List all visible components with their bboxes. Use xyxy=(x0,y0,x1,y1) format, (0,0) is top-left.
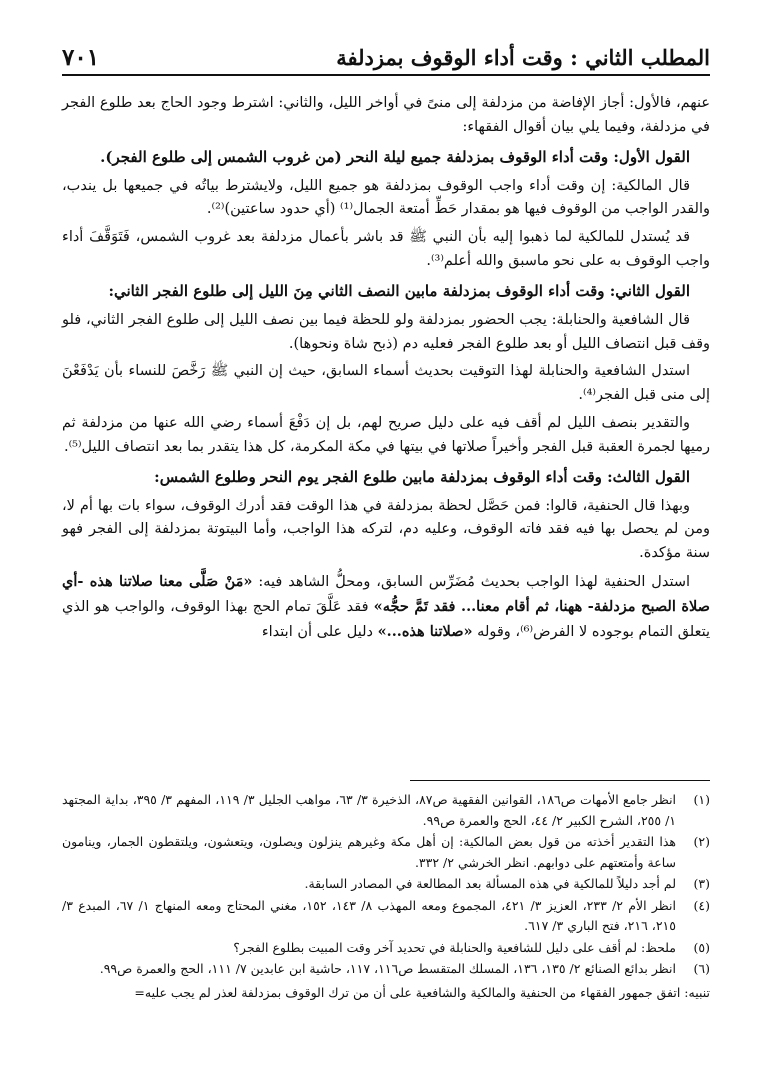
page-number: ٧٠١ xyxy=(62,44,100,71)
footnote-text: انظر الأم ٢/ ٢٣٣، العزيز ٣/ ٤٢١، المجموع ومعه المهذب ٨/ ١٤٣، ١٥٢، مغني المحتاج ومعه المنهاج ١/ ٦٧، المبدع ٣/ ٢١٥، ٢١٦، فتح الباري ٣/ ٦١٧. xyxy=(62,897,677,933)
footnote-number: (٢) xyxy=(693,834,710,849)
paragraph-text: فقد عَلَّقَ تمام الحج بهذا الوقوف، والواجب هو الذي يتعلق التمام بوجوده لا الفرض⁽⁶⁾، وقوله xyxy=(62,598,710,640)
section-heading: القول الأول: وقت أداء الوقوف بمزدلفة جميع ليلة النحر (من غروب الشمس إلى طلوع الفجر). xyxy=(100,147,690,166)
footnote xyxy=(62,790,710,831)
paragraph: قد يُستدل للمالكية لما ذهبوا إليه بأن النبي ﷺ قد باشر بأعمال مزدلفة بعد غروب الشمس، فَتَوَقَّفَ أداء واجب الوقوف به على نحو ماسبق والله أعلم⁽³⁾. xyxy=(62,229,710,269)
footnote-text: لم أجد دليلاً للمالكية في هذه المسألة بعد المطالعة في المصادر السابقة. xyxy=(304,876,676,891)
footnote-number: (١) xyxy=(693,792,710,807)
warning-note: تنبيه: اتفق جمهور الفقهاء من الحنفية والمالكية والشافعية على أن من ترك الوقوف بمزدلفة لعذر لم يجب عليه= xyxy=(134,984,710,1000)
paragraph-text: دليل على أن ابتداء xyxy=(261,623,378,640)
paragraph: وبهذا قال الحنفية، قالوا: فمن حَصَّل لحظة بمزدلفة في هذا الوقت فقد أدرك الوقوف، سواء بات بها أم لا، ومن لم يحصل بها فيه فقد فاته الوقوف، وعليه دم، لتركه هذا الواجب، وأما البيتوتة بمزدلفة إلى الفجر فهو سنة مؤكدة. xyxy=(62,497,710,562)
footnote xyxy=(62,959,710,980)
footnote-text: ملحظ: لم أقف على دليل للشافعية والحنابلة في تحديد آخر وقت المبيت بطلوع الفجر؟ xyxy=(233,939,676,955)
footnote-text: هذا التقدير أخذته من قول بعض المالكية: إن أهل مكة وغيرهم ينزلون ويصلون، ويتعشون، ويلتقطون الجمار، وينامون ساعة وأمتعتهم على دوابهم. انظر الخرشي ٢/ ٣٣٢. xyxy=(62,834,676,870)
paragraph: عنهم، فالأول: أجاز الإفاضة من مزدلفة إلى منىً في أواخر الليل، والثاني: اشترط وجود الحاج بعد طلوع الفجر في مزدلفة، وفيما يلي بيان أقوال الفقهاء: xyxy=(62,95,710,135)
footnote-number: (٥) xyxy=(693,939,710,955)
footnote-text: انظر بدائع الصنائع ٢/ ١٣٥، ١٣٦، المسلك المتقسط ص١١٦، ١١٧، حاشية ابن عابدين ٧/ ١١١، الحج والعمرة ص٩٩. xyxy=(99,961,676,976)
footnote xyxy=(62,896,710,937)
hadith-quote: «مَنْ صَلَّى معنا صلاتنا هذه -أي صلاة الصبح مزدلفة- ههنا، ثم أقام معنا... فقد تَمَّ حجُّه» xyxy=(62,572,710,615)
main-text xyxy=(62,92,710,648)
section-heading: القول الثالث: وقت أداء الوقوف بمزدلفة مابين طلوع الفجر يوم النحر وطلوع الشمس: xyxy=(154,467,690,486)
paragraph xyxy=(62,570,710,644)
footnote xyxy=(62,874,710,895)
paragraph: قال المالكية: إن وقت أداء واجب الوقوف بمزدلفة هو جميع الليل، ولايشترط بياتُه في جميعها بل يندب، والقدر الواجب من الوقوف فيها هو بمقدار حَطِّ أمتعة الجمال⁽¹⁾ (أي حدود ساعتين)⁽²⁾. xyxy=(62,177,710,218)
section-heading: القول الثاني: وقت أداء الوقوف بمزدلفة مابين النصف الثاني مِنَ الليل إلى طلوع الفجر الثاني: xyxy=(108,281,690,300)
paragraph-text: استدل الحنفية لهذا الواجب بحديث مُضَرِّس السابق، ومحلُّ الشاهد فيه: xyxy=(252,573,691,590)
footnote xyxy=(62,832,710,873)
footnote-number: (٣) xyxy=(693,876,710,891)
paragraph: والتقدير بنصف الليل لم أقف فيه على دليل صريح لهم، بل إن دَفْعَ أسماء رضي الله عنها من مزدلفة ثم رميها لجمرة العقبة قبل الفجر وأخيراً صلاتها في بيتها في مكة المكرمة، كل هذا يتقدر بما بعد انتصاف الليل⁽⁵⁾. xyxy=(62,414,710,455)
paragraph: استدل الشافعية والحنابلة لهذا التوقيت بحديث أسماء السابق، حيث إن النبي ﷺ رَخَّصَ للنساء بأن يَدْفَعْنَ إلى منى قبل الفجر⁽⁴⁾. xyxy=(62,363,710,404)
footnote-separator xyxy=(410,780,710,781)
footnote-number: (٦) xyxy=(693,961,710,976)
hadith-quote: «صلاتنا هذه...» xyxy=(377,622,473,640)
footnotes xyxy=(62,790,710,1003)
page-header xyxy=(62,40,710,76)
paragraph: قال الشافعية والحنابلة: يجب الحضور بمزدلفة ولو للحظة فيما بين نصف الليل إلى طلوع الفجر الثاني، فلو وقف قبل انتصاف الليل أو بعد طلوع الفجر فعليه دم (ذبح شاة ونحوها). xyxy=(62,311,710,352)
footnote-text: انظر جامع الأمهات ص١٨٦، القوانين الفقهية ص٨٧، الذخيرة ٣/ ٦٣، مواهب الجليل ٣/ ١١٩، المفهم ٣/ ٣٩٥، بداية المجتهد ١/ ٢٥٥، الشرح الكبير ٢/ ٤٤، الحج والعمرة ص٩٩. xyxy=(62,792,677,828)
running-title: المطلب الثاني : وقت أداء الوقوف بمزدلفة xyxy=(336,45,710,70)
footnote-number: (٤) xyxy=(693,897,710,913)
footnote xyxy=(62,938,710,959)
